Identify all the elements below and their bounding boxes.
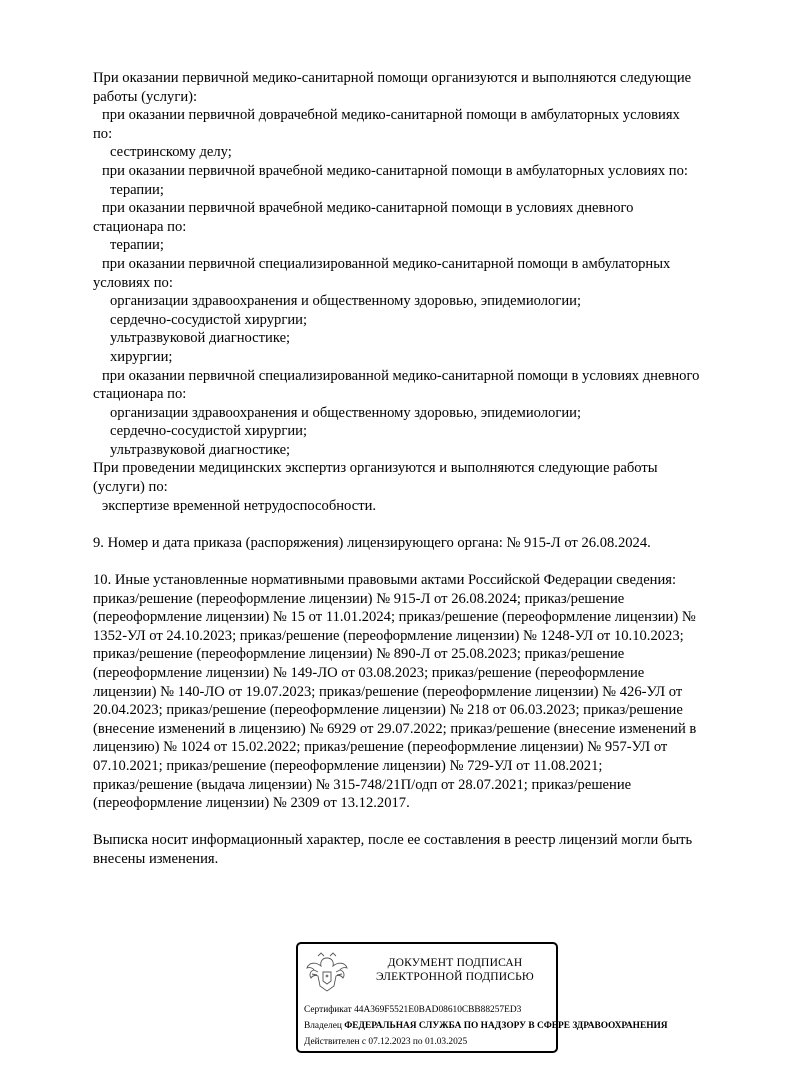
text-line: работы (услуги): xyxy=(93,88,198,105)
stamp-title-line1: ДОКУМЕНТ ПОДПИСАН xyxy=(387,957,523,969)
signature-stamp xyxy=(296,942,668,1053)
text-line: ультразвуковой диагностике; xyxy=(110,441,291,458)
text-line: 07.10.2021; приказ/решение (переоформление лицензии) № 729-УЛ от 11.08.2021; xyxy=(93,757,603,774)
text-line: Выписка носит информационный характер, после ее составления в реестр лицензий могли быть xyxy=(93,832,693,849)
text-line: при оказании первичной врачебной медико-санитарной помощи в амбулаторных условиях по: xyxy=(102,162,688,179)
text-line: приказ/решение (переоформление лицензии) № 890-Л от 25.08.2023; приказ/решение xyxy=(93,646,625,663)
validity-to: 01.03.2025 xyxy=(424,1037,468,1047)
validity-label: Действителен xyxy=(304,1037,360,1047)
text-line: 1352-УЛ от 24.10.2023; приказ/решение (переоформление лицензии) № 1248-УЛ от 10.10.2023; xyxy=(93,627,684,644)
text-line: При оказании первичной медико-санитарной помощи организуются и выполняются следующие xyxy=(93,70,692,86)
text-line: при оказании первичной специализированной медико-санитарной помощи в амбулаторных xyxy=(102,255,671,272)
text-line: организации здравоохранения и общественному здоровью, эпидемиологии; xyxy=(110,404,582,421)
blank-line xyxy=(93,813,765,832)
text-line: сестринскому делу; xyxy=(110,144,232,161)
text-line: организации здравоохранения и общественному здоровью, эпидемиологии; xyxy=(110,293,582,310)
text-line: (внесение изменений в лицензию) № 6929 от 29.07.2022; приказ/решение (внесение изменений в xyxy=(93,720,697,737)
text-line: лицензию) № 1024 от 15.02.2022; приказ/решение (переоформление лицензии) № 957-УЛ от xyxy=(93,739,668,756)
text-line: при оказании первичной врачебной медико-санитарной помощи в условиях дневного xyxy=(102,200,634,217)
text-line: терапии; xyxy=(110,237,164,254)
owner-label: Владелец xyxy=(304,1021,342,1031)
text-line: хирургии; xyxy=(110,348,173,365)
text-line: при оказании первичной доврачебной медико-санитарной помощи в амбулаторных условиях xyxy=(102,107,680,124)
validity-to-word: по xyxy=(412,1037,423,1047)
certificate-value: 44A369F5521E0BAD08610CBB88257ED3 xyxy=(354,1005,522,1015)
stamp-title-line2: ЭЛЕКТРОННОЙ ПОДПИСЬЮ xyxy=(376,971,534,983)
text-line: (услуги) по: xyxy=(93,479,168,496)
stamp-owner xyxy=(304,1020,668,1032)
text-line: лицензии) № 140-ЛО от 19.07.2023; приказ/решение (переоформление лицензии) № 426-УЛ от xyxy=(93,683,683,700)
stamp-validity xyxy=(304,1036,467,1048)
blank-line xyxy=(93,515,765,534)
validity-from: 07.12.2023 xyxy=(368,1037,411,1047)
text-line: сердечно-сосудистой хирургии; xyxy=(110,311,308,328)
text-line: приказ/решение (выдача лицензии) № 315-748/21П/одп от 28.07.2021; приказ/решение xyxy=(93,776,632,793)
text-line: терапии; xyxy=(110,181,164,198)
text-line: (переоформление лицензии) № 15 от 11.01.2024; приказ/решение (переоформление лицензии) № xyxy=(93,609,696,626)
text-line: внесены изменения. xyxy=(93,850,219,867)
text-line: стационара по: xyxy=(93,218,187,235)
certificate-label: Сертификат xyxy=(304,1005,352,1015)
text-line: по: xyxy=(93,125,113,142)
stamp-certificate xyxy=(304,1004,521,1016)
text-line: ультразвуковой диагностике; xyxy=(110,330,291,347)
text-line: При проведении медицинских экспертиз организуются и выполняются следующие работы xyxy=(93,460,658,477)
text-line: 10. Иные установленные нормативными правовыми актами Российской Федерации сведения: xyxy=(93,572,677,589)
text-line: 20.04.2023; приказ/решение (переоформление лицензии) № 218 от 06.03.2023; приказ/решение xyxy=(93,702,683,719)
validity-from-word: с xyxy=(361,1037,367,1047)
blank-line xyxy=(93,552,765,571)
text-line: приказ/решение (переоформление лицензии) № 915-Л от 26.08.2024; приказ/решение xyxy=(93,590,625,607)
stamp-title xyxy=(360,956,550,984)
coat-of-arms-icon xyxy=(304,950,350,994)
text-line: при оказании первичной специализированной медико-санитарной помощи в условиях дневного xyxy=(102,367,700,384)
text-line: (переоформление лицензии) № 2309 от 13.12.2017. xyxy=(93,795,410,812)
document-body xyxy=(93,69,765,869)
text-line: условиях по: xyxy=(93,274,173,291)
text-line: 9. Номер и дата приказа (распоряжения) лицензирующего органа: № 915-Л от 26.08.2024. xyxy=(93,534,651,551)
text-line: сердечно-сосудистой хирургии; xyxy=(110,423,308,440)
text-line: стационара по: xyxy=(93,386,187,403)
text-line: экспертизе временной нетрудоспособности. xyxy=(102,497,377,514)
text-line: (переоформление лицензии) № 149-ЛО от 03.08.2023; приказ/решение (переоформление xyxy=(93,665,645,681)
owner-value: ФЕДЕРАЛЬНАЯ СЛУЖБА ПО НАДЗОРУ В СФЕРЕ ЗДРАВООХРАНЕНИЯ xyxy=(344,1021,668,1031)
